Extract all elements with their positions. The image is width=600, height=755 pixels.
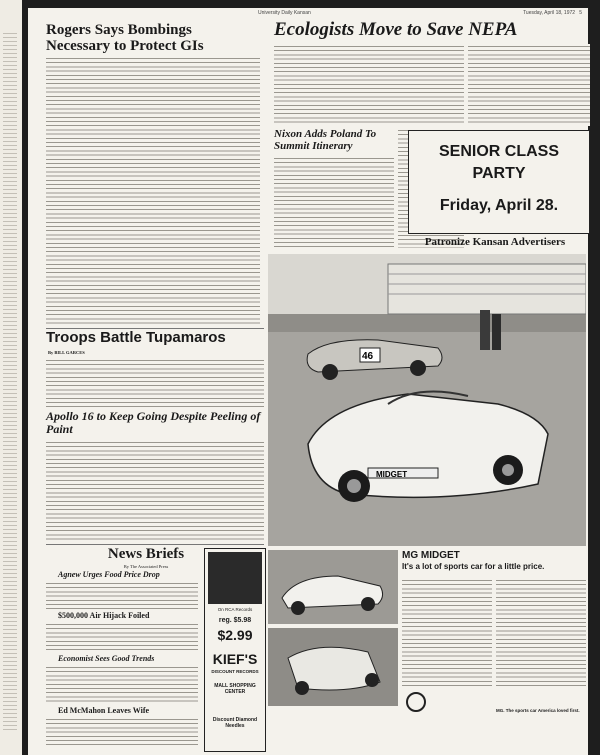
troops-headline: Troops Battle Tupamaros [46, 329, 226, 346]
senior-ad-line1: SENIOR CLASS [438, 143, 559, 160]
kiefs-extra: Discount Diamond Needles [212, 717, 258, 729]
troops-byline: By BILL GARCES [48, 350, 85, 355]
kiefs-ad [204, 548, 266, 752]
ecologists-headline: Ecologists Move to Save NEPA [274, 19, 518, 40]
troops-article-body [46, 358, 264, 408]
kiefs-line1: On RCA Records [217, 607, 253, 612]
mg-tagline: It's a lot of sports car for a little price. [402, 562, 545, 571]
mg-small-car-1 [268, 550, 398, 624]
person-figure [480, 310, 490, 350]
kiefs-album-photo [208, 552, 262, 604]
brief-head-1: Agnew Urges Food Price Drop [58, 570, 160, 579]
rogers-headline: Rogers Says Bombings Necessary to Protect GIs [46, 22, 204, 54]
kiefs-name: KIEF'S [212, 651, 258, 667]
divider [46, 544, 264, 545]
mg-small-photo-1 [268, 550, 398, 624]
mg-small-photo-2 [268, 628, 398, 706]
person-figure [492, 314, 501, 350]
license-plate: MIDGET [376, 470, 408, 479]
masthead-paper: University Daily Kansan [258, 10, 311, 16]
brief-head-3: Economist Sees Good Trends [58, 654, 155, 663]
rogers-article-body [46, 56, 260, 324]
brief-body-4 [46, 717, 198, 747]
brief-head-4: Ed McMahon Leaves Wife [58, 706, 150, 715]
patronize-banner: Patronize Kansan Advertisers [424, 236, 566, 248]
senior-class-ad [408, 130, 590, 234]
kiefs-price-label: reg. $5.98 [218, 617, 252, 624]
mg-footer: MG. The sports car America loved first. [496, 708, 580, 713]
apollo-headline: Apollo 16 to Keep Going Despite Peeling of Paint [46, 409, 261, 436]
ecologists-article-body-2 [468, 44, 590, 126]
ecologists-article-body [274, 44, 464, 126]
senior-ad-line2: PARTY [472, 165, 526, 182]
brief-body-3 [46, 665, 198, 705]
kiefs-sub: DISCOUNT RECORDS [211, 669, 259, 674]
kiefs-price: $2.99 [217, 627, 253, 643]
mg-logo [406, 692, 426, 712]
apollo-article-body [46, 440, 264, 540]
mg-title: MG MIDGET [402, 550, 460, 561]
nixon-headline: Nixon Adds Poland To Summit Itinerary [274, 128, 377, 152]
adjacent-page-strip [0, 0, 22, 755]
brief-body-2 [46, 622, 198, 652]
brief-body-1 [46, 581, 198, 609]
masthead-date: Tuesday, April 18, 1972 5 [523, 10, 582, 16]
news-briefs-byline: By The Associated Press [123, 564, 169, 569]
mg-photo-graphic [268, 254, 586, 546]
newspaper-page [28, 8, 588, 755]
race-number: 46 [362, 351, 374, 362]
kiefs-center: MALL SHOPPING CENTER [214, 683, 256, 695]
mg-midget-photo [268, 254, 586, 546]
brief-head-2: $500,000 Air Hijack Foiled [58, 611, 150, 620]
mg-ad-copy-2 [496, 578, 586, 688]
mg-ad-copy [402, 578, 492, 688]
senior-ad-date: Friday, April 28. [439, 197, 559, 214]
news-briefs-title: News Briefs [107, 546, 185, 562]
nixon-article-body [274, 156, 394, 248]
mg-small-car-2 [268, 628, 398, 706]
